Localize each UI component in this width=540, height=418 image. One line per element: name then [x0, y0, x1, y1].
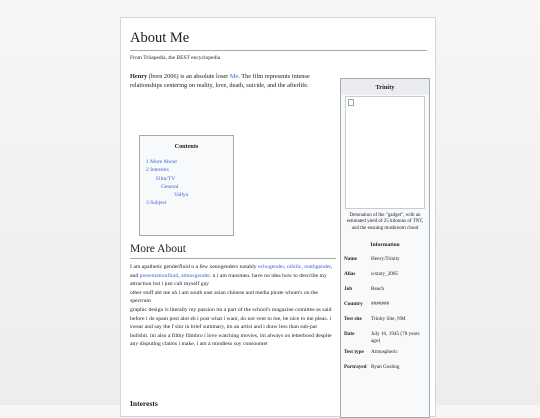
text: , and [130, 264, 333, 279]
infobox-key: Alias [344, 270, 356, 277]
broken-image-icon [348, 99, 354, 106]
text: , [284, 264, 287, 270]
infobox-value: July 16, 1945 (78 years ago) [371, 330, 420, 344]
text: , [301, 264, 305, 270]
infobox-value: Atmospheric [371, 348, 398, 355]
title-divider [130, 50, 427, 51]
more-about-paragraph-1 [130, 263, 335, 289]
toc-item[interactable]: General [161, 183, 179, 190]
page-title: About Me [130, 30, 190, 46]
infobox-section-header: Information [370, 241, 400, 248]
infobox-key: Job [344, 285, 353, 292]
article [120, 17, 436, 417]
toc-item[interactable]: 2 Interests [146, 167, 169, 174]
infobox-value: ####### [371, 300, 390, 307]
more-about-paragraph-2: other stuff abt me uh i am south east asian chinese and media pirate whom's on the spectrum [130, 289, 318, 305]
infobox-key: Country [344, 300, 363, 307]
infobox-row [341, 269, 429, 284]
section-heading-more-about: More About [130, 242, 336, 259]
more-about-paragraph-3: graphic design is literally my passion im a part of the school's magazine comittee as said before i do spam post alot eh i post what i want, do not vent to me, be nice to me pleas. i swear and say the f slur in brief summary, im an artist and i draw less than sub-par bullshit. im also a filthy filmbro i love watching movies, im always on letterbosd despite any disputing claims i make, i am a mindless soy consoomer [130, 306, 332, 348]
infobox-title: Trinity [341, 79, 429, 95]
infobox-key: Test site [344, 315, 362, 322]
link-nihilic[interactable]: nihilic [286, 264, 302, 270]
toc-item[interactable]: Film/TV [156, 175, 176, 182]
toc-title: Contents [174, 143, 199, 150]
intro-link-me[interactable]: Me [229, 73, 239, 80]
infobox-caption: Detonation of the "gadget", with an estimated yield of 25 kilotons of TNT, and the ensuing mushroom cloud [346, 213, 424, 231]
link-presentationfluid[interactable]: presentationfluid [139, 272, 179, 279]
section-heading-interests: Interests [130, 399, 158, 408]
infobox [340, 78, 430, 418]
link-atmosgender[interactable]: atmosgender [181, 272, 210, 279]
infobox-value: Beach [371, 285, 384, 292]
table-of-contents [139, 135, 234, 236]
text: I am apathetic genderfluid n a few xenogenders notably [130, 264, 259, 270]
infobox-row [341, 314, 429, 329]
intro-paragraph [130, 73, 333, 90]
infobox-value: u/stary_2005 [371, 270, 399, 277]
infobox-image [345, 96, 425, 209]
infobox-row [341, 299, 429, 314]
section-body-more-about [130, 263, 335, 349]
intro-text-1: (born 2006) is an absolute loser [147, 73, 230, 80]
infobox-key: Test type [344, 348, 364, 355]
infobox-key: Date [344, 330, 355, 337]
infobox-value: Henry/Trinity [371, 255, 400, 262]
toc-item[interactable]: Vallya [174, 192, 189, 199]
text: . n i am transmeu. have no idea how to describe my attraction but i just call myself gay [130, 272, 327, 288]
infobox-key: Portrayed [344, 363, 367, 370]
infobox-value: Trinity Site, NM [371, 315, 406, 322]
infobox-key: Name [344, 255, 357, 262]
infobox-row [341, 347, 429, 362]
infobox-value: Ryan Gosling [371, 363, 400, 370]
link-mathgender[interactable]: mathgender [304, 264, 331, 270]
infobox-row [341, 362, 429, 377]
infobox-row [341, 254, 429, 269]
infobox-row [341, 329, 429, 347]
toc-item[interactable]: 3 Subject [146, 200, 167, 207]
article-source: From Triiapedia, the BEST encyclopedia [130, 55, 221, 61]
infobox-row [341, 284, 429, 299]
toc-item[interactable]: 1 More About [146, 159, 177, 166]
intro-text-2: . The film represents intense relationships centering on reality, love, death, suicide, and the afterlife. [130, 73, 310, 89]
link-echogender[interactable]: echogender [258, 264, 285, 270]
intro-name: Henry [130, 73, 148, 80]
text: , [178, 272, 182, 279]
